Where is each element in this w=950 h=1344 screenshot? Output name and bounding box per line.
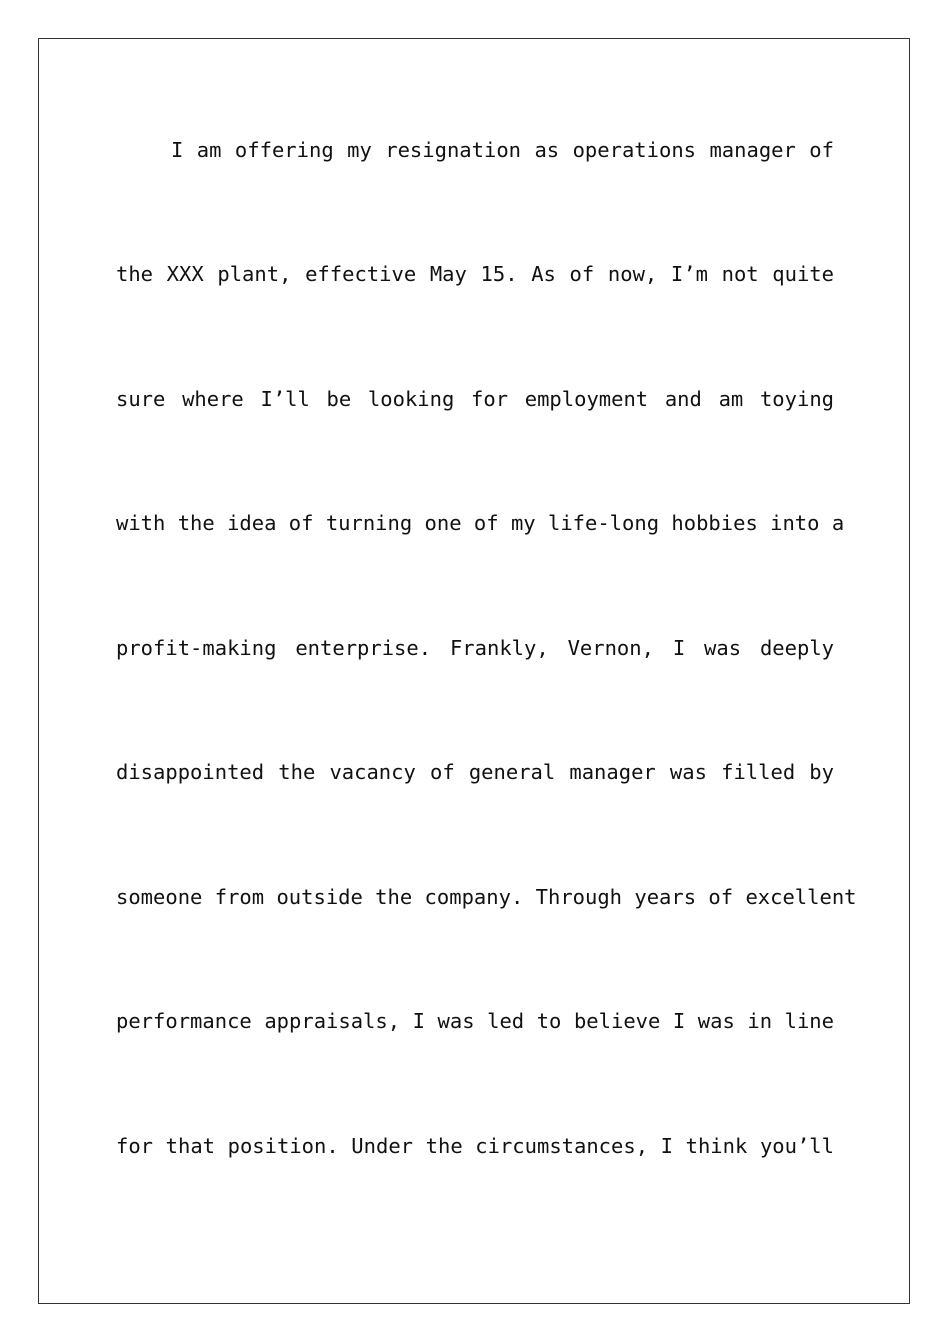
body-text-line: the XXX plant, effective May 15. As of now, I’m not quite	[116, 262, 834, 286]
body-text-line: someone from outside the company. Through years of excellent	[116, 885, 857, 909]
body-text-line: performance appraisals, I was led to believe I was in line	[116, 1009, 834, 1033]
page-border	[38, 38, 910, 1304]
body-text-line: sure where I’ll be looking for employment and am toying	[116, 387, 834, 411]
body-text-line: profit-making enterprise. Frankly, Vernon, I was deeply	[116, 636, 834, 660]
body-text-line: with the idea of turning one of my life-long hobbies into a	[116, 511, 845, 535]
body-text-line: I am offering my resignation as operations manager of	[171, 138, 834, 162]
body-text-line: disappointed the vacancy of general manager was filled by	[116, 760, 834, 784]
body-text-line: for that position. Under the circumstances, I think you’ll	[116, 1134, 834, 1158]
